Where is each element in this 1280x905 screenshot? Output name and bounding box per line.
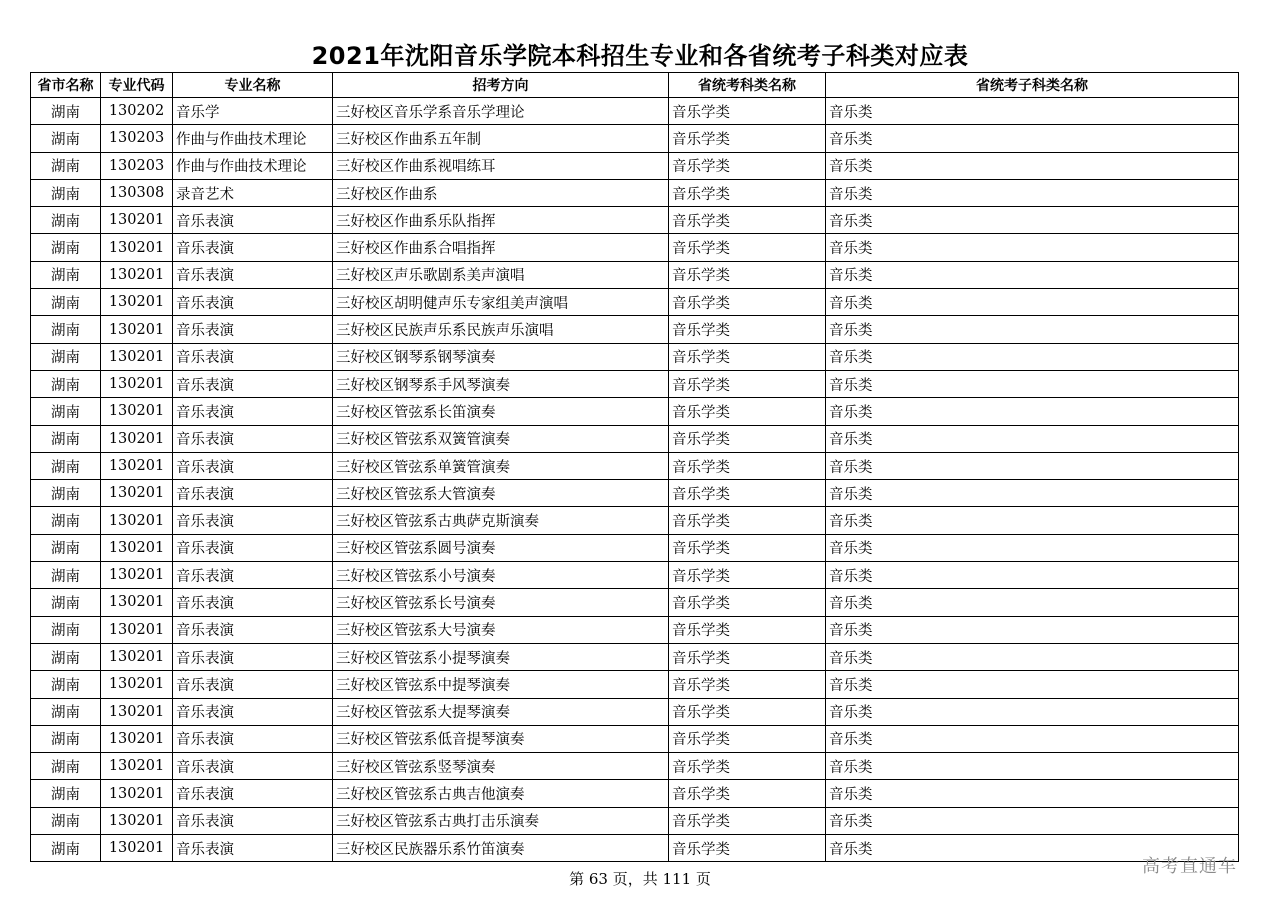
cell-exam-category: 音乐学类 — [669, 452, 826, 479]
cell-major-code: 130201 — [101, 671, 173, 698]
cell-direction: 三好校区管弦系竖琴演奏 — [333, 753, 669, 780]
cell-major-code: 130308 — [101, 179, 173, 206]
header-exam-subcategory: 省统考子科类名称 — [826, 73, 1239, 98]
cell-exam-subcategory: 音乐类 — [826, 807, 1239, 834]
cell-major-code: 130201 — [101, 234, 173, 261]
cell-province: 湖南 — [31, 480, 101, 507]
cell-major-code: 130201 — [101, 562, 173, 589]
table-row — [31, 152, 1239, 179]
table-row — [31, 261, 1239, 288]
cell-major-name: 音乐表演 — [173, 725, 333, 752]
cell-major-name: 音乐表演 — [173, 316, 333, 343]
cell-exam-subcategory: 音乐类 — [826, 316, 1239, 343]
cell-major-name: 音乐表演 — [173, 780, 333, 807]
cell-major-code: 130201 — [101, 616, 173, 643]
cell-province: 湖南 — [31, 835, 101, 862]
cell-province: 湖南 — [31, 534, 101, 561]
cell-major-name: 音乐表演 — [173, 534, 333, 561]
cell-major-code: 130201 — [101, 261, 173, 288]
cell-province: 湖南 — [31, 289, 101, 316]
cell-major-name: 音乐表演 — [173, 370, 333, 397]
cell-direction: 三好校区管弦系小提琴演奏 — [333, 643, 669, 670]
cell-major-name: 录音艺术 — [173, 179, 333, 206]
cell-direction: 三好校区管弦系中提琴演奏 — [333, 671, 669, 698]
cell-exam-category: 音乐学类 — [669, 125, 826, 152]
cell-major-name: 音乐表演 — [173, 234, 333, 261]
cell-exam-subcategory: 音乐类 — [826, 289, 1239, 316]
table-row — [31, 534, 1239, 561]
cell-major-code: 130203 — [101, 152, 173, 179]
cell-major-code: 130201 — [101, 807, 173, 834]
cell-major-code: 130201 — [101, 452, 173, 479]
cell-exam-category: 音乐学类 — [669, 343, 826, 370]
cell-major-name: 音乐表演 — [173, 807, 333, 834]
table-row — [31, 452, 1239, 479]
cell-province: 湖南 — [31, 589, 101, 616]
cell-exam-category: 音乐学类 — [669, 589, 826, 616]
cell-exam-subcategory: 音乐类 — [826, 480, 1239, 507]
cell-exam-subcategory: 音乐类 — [826, 261, 1239, 288]
cell-exam-category: 音乐学类 — [669, 152, 826, 179]
cell-major-code: 130201 — [101, 835, 173, 862]
cell-exam-subcategory: 音乐类 — [826, 234, 1239, 261]
cell-province: 湖南 — [31, 807, 101, 834]
cell-exam-category: 音乐学类 — [669, 234, 826, 261]
page-number: 第 63 页，共 111 页 — [569, 870, 711, 888]
table-body — [31, 98, 1239, 862]
cell-major-code: 130201 — [101, 753, 173, 780]
cell-exam-category: 音乐学类 — [669, 753, 826, 780]
cell-major-code: 130201 — [101, 780, 173, 807]
table-row — [31, 807, 1239, 834]
cell-major-code: 130201 — [101, 725, 173, 752]
cell-exam-subcategory: 音乐类 — [826, 507, 1239, 534]
cell-exam-category: 音乐学类 — [669, 289, 826, 316]
cell-direction: 三好校区民族声乐系民族声乐演唱 — [333, 316, 669, 343]
cell-exam-category: 音乐学类 — [669, 671, 826, 698]
cell-exam-category: 音乐学类 — [669, 780, 826, 807]
cell-exam-subcategory: 音乐类 — [826, 589, 1239, 616]
cell-major-name: 音乐表演 — [173, 671, 333, 698]
cell-direction: 三好校区管弦系大号演奏 — [333, 616, 669, 643]
cell-major-name: 音乐表演 — [173, 425, 333, 452]
page-title: 2021年沈阳音乐学院本科招生专业和各省统考子科类对应表 — [311, 42, 969, 70]
cell-major-code: 130201 — [101, 289, 173, 316]
cell-major-name: 音乐表演 — [173, 480, 333, 507]
cell-major-code: 130202 — [101, 98, 173, 125]
cell-major-name: 音乐表演 — [173, 835, 333, 862]
cell-province: 湖南 — [31, 425, 101, 452]
cell-exam-subcategory: 音乐类 — [826, 179, 1239, 206]
cell-exam-subcategory: 音乐类 — [826, 643, 1239, 670]
cell-exam-subcategory: 音乐类 — [826, 343, 1239, 370]
table-row — [31, 616, 1239, 643]
cell-exam-category: 音乐学类 — [669, 207, 826, 234]
table-row — [31, 316, 1239, 343]
cell-province: 湖南 — [31, 698, 101, 725]
cell-direction: 三好校区管弦系双簧管演奏 — [333, 425, 669, 452]
cell-province: 湖南 — [31, 152, 101, 179]
cell-province: 湖南 — [31, 452, 101, 479]
cell-province: 湖南 — [31, 725, 101, 752]
cell-exam-subcategory: 音乐类 — [826, 562, 1239, 589]
cell-exam-subcategory: 音乐类 — [826, 534, 1239, 561]
cell-province: 湖南 — [31, 234, 101, 261]
cell-province: 湖南 — [31, 261, 101, 288]
cell-major-name: 音乐表演 — [173, 616, 333, 643]
mapping-table — [30, 72, 1239, 862]
cell-major-name: 音乐表演 — [173, 207, 333, 234]
cell-major-code: 130201 — [101, 425, 173, 452]
cell-direction: 三好校区管弦系古典打击乐演奏 — [333, 807, 669, 834]
cell-exam-category: 音乐学类 — [669, 835, 826, 862]
cell-exam-subcategory: 音乐类 — [826, 780, 1239, 807]
cell-exam-category: 音乐学类 — [669, 370, 826, 397]
cell-exam-category: 音乐学类 — [669, 480, 826, 507]
cell-exam-subcategory: 音乐类 — [826, 452, 1239, 479]
cell-direction: 三好校区管弦系单簧管演奏 — [333, 452, 669, 479]
header-major-code: 专业代码 — [101, 73, 173, 98]
table-row — [31, 289, 1239, 316]
cell-direction: 三好校区管弦系大管演奏 — [333, 480, 669, 507]
cell-province: 湖南 — [31, 780, 101, 807]
cell-major-name: 音乐表演 — [173, 398, 333, 425]
cell-major-name: 音乐表演 — [173, 562, 333, 589]
table-row — [31, 835, 1239, 862]
cell-exam-subcategory: 音乐类 — [826, 698, 1239, 725]
header-direction: 招考方向 — [333, 73, 669, 98]
cell-exam-subcategory: 音乐类 — [826, 207, 1239, 234]
cell-province: 湖南 — [31, 753, 101, 780]
cell-province: 湖南 — [31, 671, 101, 698]
cell-exam-subcategory: 音乐类 — [826, 152, 1239, 179]
cell-exam-category: 音乐学类 — [669, 316, 826, 343]
cell-exam-category: 音乐学类 — [669, 698, 826, 725]
cell-direction: 三好校区管弦系低音提琴演奏 — [333, 725, 669, 752]
table-row — [31, 343, 1239, 370]
cell-exam-category: 音乐学类 — [669, 398, 826, 425]
table-row — [31, 507, 1239, 534]
cell-direction: 三好校区作曲系五年制 — [333, 125, 669, 152]
cell-major-name: 音乐表演 — [173, 507, 333, 534]
cell-direction: 三好校区作曲系乐队指挥 — [333, 207, 669, 234]
cell-exam-category: 音乐学类 — [669, 425, 826, 452]
cell-major-name: 作曲与作曲技术理论 — [173, 152, 333, 179]
header-exam-category: 省统考科类名称 — [669, 73, 826, 98]
table-row — [31, 234, 1239, 261]
cell-province: 湖南 — [31, 507, 101, 534]
cell-direction: 三好校区管弦系长笛演奏 — [333, 398, 669, 425]
cell-exam-subcategory: 音乐类 — [826, 398, 1239, 425]
cell-major-code: 130201 — [101, 398, 173, 425]
cell-direction: 三好校区管弦系古典吉他演奏 — [333, 780, 669, 807]
table-row — [31, 753, 1239, 780]
cell-province: 湖南 — [31, 316, 101, 343]
cell-province: 湖南 — [31, 616, 101, 643]
cell-major-code: 130201 — [101, 507, 173, 534]
cell-exam-category: 音乐学类 — [669, 507, 826, 534]
table-row — [31, 207, 1239, 234]
cell-exam-subcategory: 音乐类 — [826, 616, 1239, 643]
cell-major-name: 音乐表演 — [173, 753, 333, 780]
cell-exam-subcategory: 音乐类 — [826, 725, 1239, 752]
table-row — [31, 562, 1239, 589]
cell-exam-category: 音乐学类 — [669, 562, 826, 589]
cell-province: 湖南 — [31, 398, 101, 425]
cell-major-code: 130201 — [101, 589, 173, 616]
table-row — [31, 179, 1239, 206]
cell-major-name: 音乐表演 — [173, 589, 333, 616]
cell-province: 湖南 — [31, 98, 101, 125]
table-row — [31, 589, 1239, 616]
cell-major-name: 音乐表演 — [173, 289, 333, 316]
cell-major-code: 130201 — [101, 480, 173, 507]
cell-major-name: 音乐表演 — [173, 261, 333, 288]
cell-exam-subcategory: 音乐类 — [826, 753, 1239, 780]
table-row — [31, 780, 1239, 807]
cell-exam-category: 音乐学类 — [669, 261, 826, 288]
watermark: 高考直通车 — [1142, 856, 1237, 877]
cell-major-name: 作曲与作曲技术理论 — [173, 125, 333, 152]
cell-direction: 三好校区作曲系 — [333, 179, 669, 206]
cell-major-code: 130201 — [101, 207, 173, 234]
cell-direction: 三好校区管弦系古典萨克斯演奏 — [333, 507, 669, 534]
cell-exam-category: 音乐学类 — [669, 98, 826, 125]
cell-direction: 三好校区音乐学系音乐学理论 — [333, 98, 669, 125]
cell-exam-category: 音乐学类 — [669, 616, 826, 643]
cell-exam-subcategory: 音乐类 — [826, 370, 1239, 397]
table-row — [31, 480, 1239, 507]
cell-direction: 三好校区管弦系长号演奏 — [333, 589, 669, 616]
table-row — [31, 425, 1239, 452]
header-province: 省市名称 — [31, 73, 101, 98]
cell-exam-category: 音乐学类 — [669, 725, 826, 752]
table-row — [31, 671, 1239, 698]
cell-major-name: 音乐表演 — [173, 698, 333, 725]
cell-exam-subcategory: 音乐类 — [826, 425, 1239, 452]
cell-exam-category: 音乐学类 — [669, 179, 826, 206]
cell-province: 湖南 — [31, 125, 101, 152]
cell-direction: 三好校区管弦系大提琴演奏 — [333, 698, 669, 725]
cell-province: 湖南 — [31, 343, 101, 370]
cell-direction: 三好校区管弦系圆号演奏 — [333, 534, 669, 561]
cell-province: 湖南 — [31, 643, 101, 670]
cell-province: 湖南 — [31, 179, 101, 206]
header-major-name: 专业名称 — [173, 73, 333, 98]
cell-exam-subcategory: 音乐类 — [826, 125, 1239, 152]
table-row — [31, 698, 1239, 725]
cell-exam-subcategory: 音乐类 — [826, 835, 1239, 862]
cell-major-code: 130201 — [101, 643, 173, 670]
cell-direction: 三好校区声乐歌剧系美声演唱 — [333, 261, 669, 288]
cell-exam-category: 音乐学类 — [669, 807, 826, 834]
table-row — [31, 725, 1239, 752]
cell-province: 湖南 — [31, 207, 101, 234]
cell-exam-category: 音乐学类 — [669, 534, 826, 561]
cell-major-code: 130201 — [101, 370, 173, 397]
cell-direction: 三好校区胡明健声乐专家组美声演唱 — [333, 289, 669, 316]
table-row — [31, 370, 1239, 397]
cell-major-code: 130201 — [101, 343, 173, 370]
table-row — [31, 98, 1239, 125]
cell-major-name: 音乐表演 — [173, 343, 333, 370]
table-row — [31, 643, 1239, 670]
table-row — [31, 398, 1239, 425]
cell-province: 湖南 — [31, 562, 101, 589]
cell-major-code: 130201 — [101, 316, 173, 343]
cell-exam-category: 音乐学类 — [669, 643, 826, 670]
table-row — [31, 125, 1239, 152]
cell-major-code: 130201 — [101, 534, 173, 561]
cell-direction: 三好校区作曲系合唱指挥 — [333, 234, 669, 261]
cell-major-code: 130201 — [101, 698, 173, 725]
cell-direction: 三好校区钢琴系手风琴演奏 — [333, 370, 669, 397]
cell-province: 湖南 — [31, 370, 101, 397]
cell-exam-subcategory: 音乐类 — [826, 98, 1239, 125]
cell-major-name: 音乐学 — [173, 98, 333, 125]
cell-major-code: 130203 — [101, 125, 173, 152]
cell-major-name: 音乐表演 — [173, 452, 333, 479]
cell-direction: 三好校区钢琴系钢琴演奏 — [333, 343, 669, 370]
cell-direction: 三好校区管弦系小号演奏 — [333, 562, 669, 589]
cell-direction: 三好校区作曲系视唱练耳 — [333, 152, 669, 179]
cell-direction: 三好校区民族器乐系竹笛演奏 — [333, 835, 669, 862]
cell-major-name: 音乐表演 — [173, 643, 333, 670]
table-header-row — [31, 73, 1239, 98]
cell-exam-subcategory: 音乐类 — [826, 671, 1239, 698]
